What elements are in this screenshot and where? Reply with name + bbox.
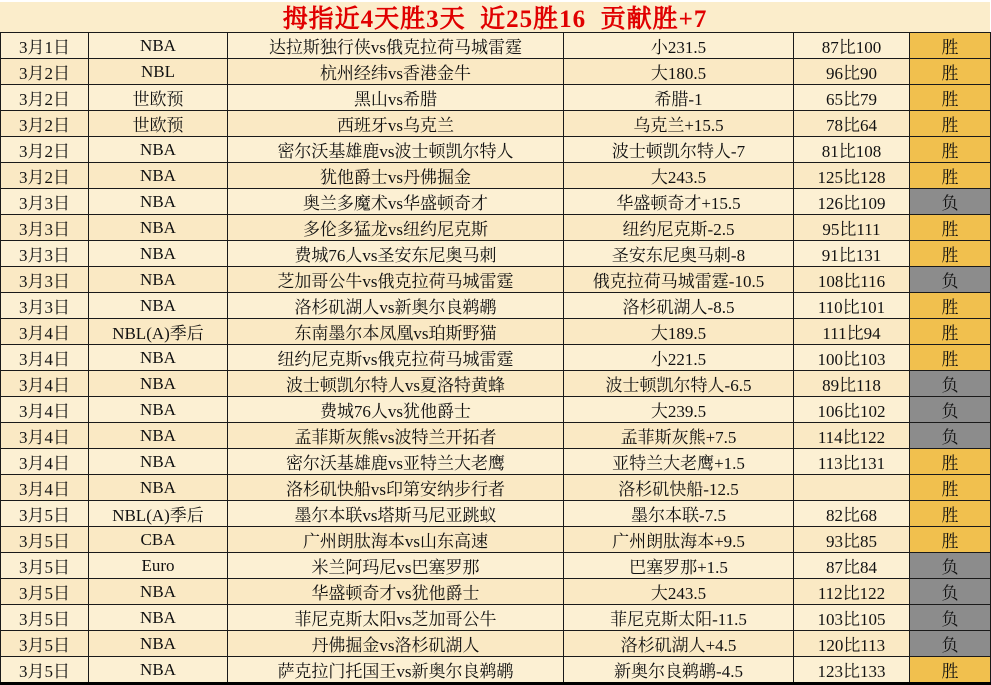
bet-cell: 波士顿凯尔特人-7: [564, 137, 794, 163]
result-cell: 胜: [910, 293, 991, 319]
date-cell: 3月5日: [1, 553, 89, 579]
date-cell: 3月5日: [1, 657, 89, 684]
bet-cell: 洛杉矶湖人-8.5: [564, 293, 794, 319]
match-cell: 华盛顿奇才vs犹他爵士: [228, 579, 564, 605]
league-cell: NBA: [89, 345, 228, 371]
date-cell: 3月5日: [1, 527, 89, 553]
table-row: [1, 137, 991, 163]
score-cell: 87比84: [794, 553, 910, 579]
match-cell: 费城76人vs犹他爵士: [228, 397, 564, 423]
result-cell: 负: [910, 397, 991, 423]
table-row: [1, 59, 991, 85]
league-cell: Euro: [89, 553, 228, 579]
result-cell: 胜: [910, 345, 991, 371]
table-row: [1, 85, 991, 111]
score-cell: 125比128: [794, 163, 910, 189]
bet-cell: 俄克拉荷马城雷霆-10.5: [564, 267, 794, 293]
league-cell: NBA: [89, 475, 228, 501]
date-cell: 3月5日: [1, 631, 89, 657]
league-cell: NBA: [89, 293, 228, 319]
date-cell: 3月1日: [1, 33, 89, 59]
result-cell: 胜: [910, 475, 991, 501]
bet-cell: 小221.5: [564, 345, 794, 371]
league-cell: NBA: [89, 33, 228, 59]
table-row: [1, 345, 991, 371]
table-row: [1, 111, 991, 137]
table-row: [1, 631, 991, 657]
result-cell: 胜: [910, 319, 991, 345]
match-cell: 洛杉矶快船vs印第安纳步行者: [228, 475, 564, 501]
date-cell: 3月4日: [1, 397, 89, 423]
date-cell: 3月5日: [1, 605, 89, 631]
result-cell: 负: [910, 631, 991, 657]
match-cell: 墨尔本联vs塔斯马尼亚跳蚁: [228, 501, 564, 527]
match-cell: 密尔沃基雄鹿vs波士顿凯尔特人: [228, 137, 564, 163]
date-cell: 3月3日: [1, 189, 89, 215]
score-cell: 65比79: [794, 85, 910, 111]
score-cell: 100比103: [794, 345, 910, 371]
score-cell: 103比105: [794, 605, 910, 631]
bet-cell: 大239.5: [564, 397, 794, 423]
result-cell: 胜: [910, 527, 991, 553]
score-cell: 87比100: [794, 33, 910, 59]
match-cell: 孟菲斯灰熊vs波特兰开拓者: [228, 423, 564, 449]
table-row: [1, 605, 991, 631]
match-cell: 达拉斯独行侠vs俄克拉荷马城雷霆: [228, 33, 564, 59]
table-row: [1, 449, 991, 475]
league-cell: NBA: [89, 397, 228, 423]
date-cell: 3月2日: [1, 85, 89, 111]
match-cell: 杭州经纬vs香港金牛: [228, 59, 564, 85]
table-row: [1, 293, 991, 319]
score-cell: 112比122: [794, 579, 910, 605]
match-cell: 芝加哥公牛vs俄克拉荷马城雷霆: [228, 267, 564, 293]
bet-cell: 亚特兰大老鹰+1.5: [564, 449, 794, 475]
league-cell: 世欧预: [89, 85, 228, 111]
result-cell: 负: [910, 267, 991, 293]
date-cell: 3月4日: [1, 345, 89, 371]
result-cell: 胜: [910, 85, 991, 111]
match-cell: 黑山vs希腊: [228, 85, 564, 111]
bet-cell: 大243.5: [564, 579, 794, 605]
date-cell: 3月4日: [1, 423, 89, 449]
table-row: [1, 527, 991, 553]
table-row: [1, 371, 991, 397]
score-cell: 114比122: [794, 423, 910, 449]
result-cell: 胜: [910, 59, 991, 85]
score-cell: 126比109: [794, 189, 910, 215]
date-cell: 3月2日: [1, 59, 89, 85]
league-cell: NBA: [89, 215, 228, 241]
bet-cell: 新奥尔良鹈鹕-4.5: [564, 657, 794, 684]
result-cell: 胜: [910, 215, 991, 241]
league-cell: NBL(A)季后: [89, 501, 228, 527]
league-cell: NBA: [89, 579, 228, 605]
result-cell: 胜: [910, 163, 991, 189]
bet-cell: 孟菲斯灰熊+7.5: [564, 423, 794, 449]
score-cell: 108比116: [794, 267, 910, 293]
league-cell: NBA: [89, 423, 228, 449]
league-cell: NBA: [89, 449, 228, 475]
match-cell: 犹他爵士vs丹佛掘金: [228, 163, 564, 189]
bet-cell: 乌克兰+15.5: [564, 111, 794, 137]
league-cell: NBL(A)季后: [89, 319, 228, 345]
table-row: [1, 267, 991, 293]
table-row: [1, 579, 991, 605]
page-title: 拇指近4天胜3天 近25胜16 贡献胜+7: [282, 6, 708, 33]
date-cell: 3月3日: [1, 293, 89, 319]
result-cell: 负: [910, 371, 991, 397]
score-cell: 123比133: [794, 657, 910, 684]
score-cell: 106比102: [794, 397, 910, 423]
league-cell: NBA: [89, 163, 228, 189]
score-cell: 81比108: [794, 137, 910, 163]
match-cell: 丹佛掘金vs洛杉矶湖人: [228, 631, 564, 657]
match-cell: 萨克拉门托国王vs新奥尔良鹈鹕: [228, 657, 564, 684]
match-cell: 费城76人vs圣安东尼奥马刺: [228, 241, 564, 267]
bet-cell: 洛杉矶快船-12.5: [564, 475, 794, 501]
score-cell: 78比64: [794, 111, 910, 137]
score-cell: 113比131: [794, 449, 910, 475]
match-cell: 密尔沃基雄鹿vs亚特兰大老鹰: [228, 449, 564, 475]
result-cell: 负: [910, 605, 991, 631]
date-cell: 3月3日: [1, 267, 89, 293]
date-cell: 3月4日: [1, 371, 89, 397]
result-cell: 负: [910, 189, 991, 215]
table-row: [1, 215, 991, 241]
results-table-body: [1, 33, 991, 684]
title-bar: [0, 2, 990, 32]
league-cell: NBA: [89, 371, 228, 397]
match-cell: 东南墨尔本凤凰vs珀斯野猫: [228, 319, 564, 345]
score-cell: 82比68: [794, 501, 910, 527]
league-cell: NBL: [89, 59, 228, 85]
result-cell: 负: [910, 423, 991, 449]
result-cell: 胜: [910, 111, 991, 137]
score-cell: 111比94: [794, 319, 910, 345]
match-cell: 西班牙vs乌克兰: [228, 111, 564, 137]
date-cell: 3月3日: [1, 241, 89, 267]
table-row: [1, 657, 991, 684]
league-cell: NBA: [89, 137, 228, 163]
match-cell: 米兰阿玛尼vs巴塞罗那: [228, 553, 564, 579]
bet-cell: 大189.5: [564, 319, 794, 345]
score-cell: 96比90: [794, 59, 910, 85]
league-cell: NBA: [89, 241, 228, 267]
date-cell: 3月5日: [1, 501, 89, 527]
table-row: [1, 475, 991, 501]
bet-cell: 广州朗肽海本+9.5: [564, 527, 794, 553]
date-cell: 3月3日: [1, 215, 89, 241]
table-row: [1, 553, 991, 579]
bet-cell: 华盛顿奇才+15.5: [564, 189, 794, 215]
result-cell: 胜: [910, 657, 991, 684]
result-cell: 胜: [910, 33, 991, 59]
result-cell: 胜: [910, 449, 991, 475]
score-cell: 91比131: [794, 241, 910, 267]
date-cell: 3月4日: [1, 449, 89, 475]
score-cell: 120比113: [794, 631, 910, 657]
date-cell: 3月2日: [1, 137, 89, 163]
bet-cell: 巴塞罗那+1.5: [564, 553, 794, 579]
bet-cell: 圣安东尼奥马刺-8: [564, 241, 794, 267]
score-cell: 95比111: [794, 215, 910, 241]
league-cell: NBA: [89, 267, 228, 293]
result-cell: 负: [910, 553, 991, 579]
result-cell: 胜: [910, 137, 991, 163]
league-cell: NBA: [89, 631, 228, 657]
score-cell: 110比101: [794, 293, 910, 319]
score-cell: [794, 475, 910, 501]
match-cell: 波士顿凯尔特人vs夏洛特黄蜂: [228, 371, 564, 397]
match-cell: 洛杉矶湖人vs新奥尔良鹈鹕: [228, 293, 564, 319]
table-row: [1, 33, 991, 59]
results-table: [0, 32, 991, 685]
bet-cell: 希腊-1: [564, 85, 794, 111]
score-cell: 93比85: [794, 527, 910, 553]
league-cell: NBA: [89, 605, 228, 631]
bet-cell: 墨尔本联-7.5: [564, 501, 794, 527]
date-cell: 3月4日: [1, 319, 89, 345]
bet-cell: 菲尼克斯太阳-11.5: [564, 605, 794, 631]
match-cell: 广州朗肽海本vs山东高速: [228, 527, 564, 553]
bet-cell: 大180.5: [564, 59, 794, 85]
bet-cell: 波士顿凯尔特人-6.5: [564, 371, 794, 397]
bet-cell: 洛杉矶湖人+4.5: [564, 631, 794, 657]
match-cell: 纽约尼克斯vs俄克拉荷马城雷霆: [228, 345, 564, 371]
result-cell: 胜: [910, 241, 991, 267]
table-row: [1, 241, 991, 267]
table-row: [1, 319, 991, 345]
score-cell: 89比118: [794, 371, 910, 397]
bet-cell: 大243.5: [564, 163, 794, 189]
date-cell: 3月2日: [1, 111, 89, 137]
bet-cell: 小231.5: [564, 33, 794, 59]
league-cell: NBA: [89, 189, 228, 215]
match-cell: 多伦多猛龙vs纽约尼克斯: [228, 215, 564, 241]
table-row: [1, 501, 991, 527]
league-cell: 世欧预: [89, 111, 228, 137]
date-cell: 3月2日: [1, 163, 89, 189]
result-cell: 负: [910, 579, 991, 605]
match-cell: 菲尼克斯太阳vs芝加哥公牛: [228, 605, 564, 631]
match-cell: 奥兰多魔术vs华盛顿奇才: [228, 189, 564, 215]
league-cell: CBA: [89, 527, 228, 553]
date-cell: 3月5日: [1, 579, 89, 605]
league-cell: NBA: [89, 657, 228, 684]
table-row: [1, 163, 991, 189]
table-row: [1, 397, 991, 423]
date-cell: 3月4日: [1, 475, 89, 501]
bet-cell: 纽约尼克斯-2.5: [564, 215, 794, 241]
result-cell: 胜: [910, 501, 991, 527]
table-row: [1, 423, 991, 449]
table-row: [1, 189, 991, 215]
